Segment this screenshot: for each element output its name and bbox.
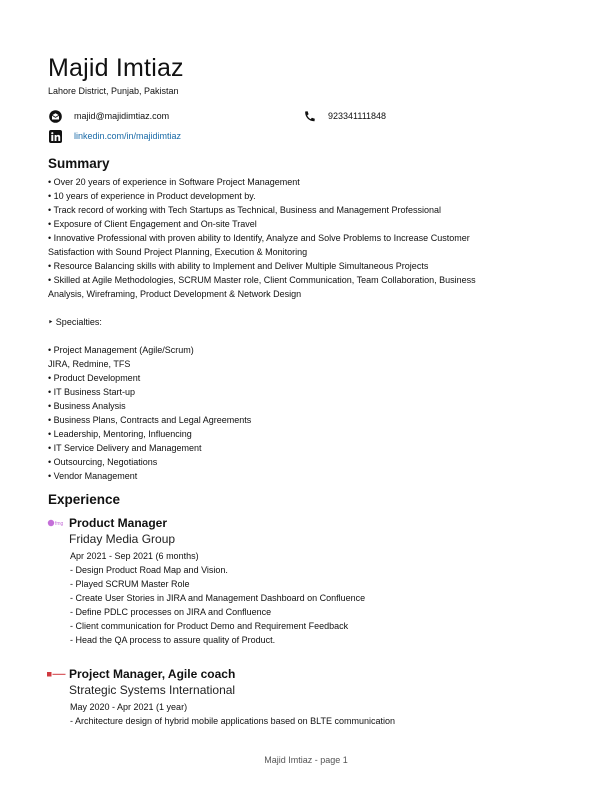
job-title: Product Manager (69, 516, 168, 530)
linkedin-link[interactable]: linkedin.com/in/majidimtiaz (74, 131, 182, 141)
specialty-item: • Business Analysis (48, 401, 126, 411)
specialty-item: • Outsourcing, Negotiations (48, 457, 158, 467)
job-details (70, 700, 567, 728)
summary-spacer (48, 329, 548, 343)
job-dates: May 2020 - Apr 2021 (1 year) (70, 702, 188, 712)
linkedin-row (48, 129, 181, 143)
job-duty: - Client communication for Product Demo and Requirement Feedback (70, 621, 349, 631)
friday-media-logo (47, 519, 67, 527)
specialty-item: • Product Development (48, 373, 141, 383)
specialty-item: • IT Service Delivery and Management (48, 443, 202, 453)
linkedin-icon (48, 129, 62, 143)
summary-line: • Resource Balancing skills with ability to Implement and Deliver Multiple Simultaneous Projects (48, 261, 429, 271)
job-duty: - Design Product Road Map and Vision. (70, 565, 228, 575)
page-footer: Majid Imtiaz - page 1 (264, 755, 348, 765)
summary-line: • Track record of working with Tech Startups as Technical, Business and Management Professional (48, 205, 442, 215)
summary-line: • Skilled at Agile Methodologies, SCRUM Master role, Client Communication, Team Collaboration, Business (48, 275, 476, 285)
experience-heading: Experience (48, 492, 121, 507)
summary-line: Satisfaction with Sound Project Planning, Execution & Monitoring (48, 247, 308, 257)
summary-spacer (48, 301, 548, 315)
candidate-location: Lahore District, Punjab, Pakistan (48, 86, 179, 96)
job-duty: - Define PDLC processes on JIRA and Confluence (70, 607, 272, 617)
friday-media-logo-text: fmg (55, 521, 64, 527)
envelope-icon (48, 109, 62, 123)
email-text[interactable]: majid@majidimtiaz.com (74, 111, 170, 121)
specialty-item: • Vendor Management (48, 471, 138, 481)
summary-line: Analysis, Wireframing, Product Development & Network Design (48, 289, 302, 299)
email-row (48, 109, 169, 123)
summary-line: • Over 20 years of experience in Software Project Management (48, 177, 300, 187)
company-name: Strategic Systems International (69, 683, 236, 697)
specialty-item: • Business Plans, Contracts and Legal Agreements (48, 415, 252, 425)
specialty-item: • Project Management (Agile/Scrum) (48, 345, 194, 355)
summary-line: • Innovative Professional with proven ability to Identify, Analyze and Solve Problems to Increase Customer (48, 233, 470, 243)
summary-body (48, 175, 548, 483)
summary-line: • 10 years of experience in Product development by. (48, 191, 256, 201)
job-entry-friday-media (47, 515, 567, 647)
specialty-item: JIRA, Redmine, TFS (48, 359, 131, 369)
job-title-row (47, 666, 567, 682)
job-entry-strategic-systems (47, 666, 567, 728)
phone-icon (302, 109, 316, 123)
specialty-item: • IT Business Start-up (48, 387, 136, 397)
summary-line: • Exposure of Client Engagement and On-site Travel (48, 219, 257, 229)
job-duty: - Head the QA process to assure quality of Product. (70, 635, 276, 645)
candidate-name: Majid Imtiaz (48, 54, 184, 82)
strategic-systems-logo (47, 670, 67, 678)
company-name: Friday Media Group (69, 532, 176, 546)
job-duty: - Create User Stories in JIRA and Management Dashboard on Confluence (70, 593, 366, 603)
job-details (70, 549, 567, 647)
job-title: Project Manager, Agile coach (69, 667, 236, 681)
phone-row (302, 109, 386, 123)
specialty-item: • Leadership, Mentoring, Influencing (48, 429, 192, 439)
job-duty: - Played SCRUM Master Role (70, 579, 190, 589)
specialties-label: ‣ Specialties: (48, 317, 102, 327)
job-duty: - Architecture design of hybrid mobile applications based on BLTE communication (70, 716, 396, 726)
summary-heading: Summary (48, 156, 110, 171)
phone-text: 923341111848 (328, 111, 387, 121)
job-title-row (47, 515, 567, 531)
job-dates: Apr 2021 - Sep 2021 (6 months) (70, 551, 199, 561)
